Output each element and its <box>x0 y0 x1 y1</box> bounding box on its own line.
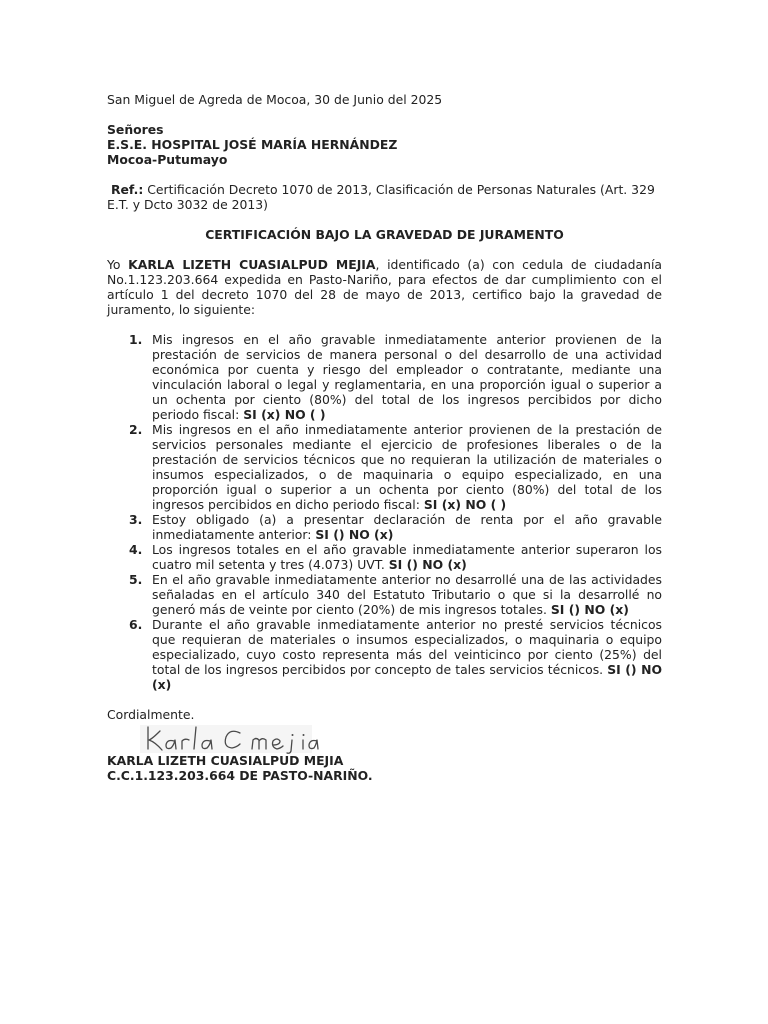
item-number: 6. <box>129 617 143 632</box>
item-number: 4. <box>129 542 143 557</box>
item-number: 1. <box>129 332 143 347</box>
list-item <box>107 572 662 617</box>
item-answer: SI () NO (x) <box>388 557 467 572</box>
list-item <box>107 422 662 512</box>
handwritten-signature <box>107 722 662 754</box>
declaration-list <box>107 332 662 692</box>
place-date: San Miguel de Agreda de Mocoa, 30 de Junio del 2025 <box>107 92 443 107</box>
list-item <box>107 542 662 572</box>
declarant-name: KARLA LIZETH CUASIALPUD MEJIA <box>128 257 376 272</box>
item-number: 2. <box>129 422 143 437</box>
recipient-block <box>107 122 662 167</box>
item-number: 5. <box>129 572 143 587</box>
letter-page <box>107 92 662 783</box>
item-text: Los ingresos totales en el año gravable inmediatamente anterior superaron los cuatro mil setenta y tres (4.073) UVT. <box>152 542 662 572</box>
item-answer: SI (x) NO ( ) <box>423 497 507 512</box>
recipient-city: Mocoa-Putumayo <box>107 152 228 167</box>
reference <box>107 182 662 212</box>
item-answer: SI () NO (x) <box>152 662 662 692</box>
recipient-salutation: Señores <box>107 122 164 137</box>
list-item <box>107 512 662 542</box>
recipient-org: E.S.E. HOSPITAL JOSÉ MARÍA HERNÁNDEZ <box>107 137 398 152</box>
item-text: En el año gravable inmediatamente anterior no desarrollé una de las actividades señaladas en el artículo 340 del Estatuto Tributario o que si la desarrollé no generó más de veinte por ciento (20%) de mis ingresos totales. <box>152 572 662 617</box>
signer-id: C.C.1.123.203.664 DE PASTO-NARIÑO. <box>107 768 373 783</box>
item-text: Mis ingresos en el año gravable inmediatamente anterior provienen de la prestación de servicios de manera personal o del desarrollo de una actividad económica por cuenta y riesgo del empleador o contratante, mediante una vinculación laboral o legal y reglamentaria, en una proporción igual o superior a un ochenta por ciento (80%) del total de los ingresos percibidos por dicho periodo fiscal: <box>152 332 662 422</box>
item-answer: SI (x) NO ( ) <box>243 407 326 422</box>
item-text: Mis ingresos en el año inmediatamente anterior provienen de la prestación de servicios personales mediante el ejercicio de profesiones liberales o de la prestación de servicios técnicos que no requieran la utilización de materiales o insumos especializados, o de maquinaria o equipo especializado, en una proporción igual o superior a un ochenta por ciento (80%) del total de los ingresos percibidos en dicho periodo fiscal: <box>152 422 662 512</box>
list-item <box>107 617 662 692</box>
signer-name: KARLA LIZETH CUASIALPUD MEJIA <box>107 753 344 768</box>
item-text: Durante el año gravable inmediatamente anterior no presté servicios técnicos que requieran de materiales o insumos especializados, o maquinaria o equipo especializado, cuyo costo representa más del veinticinco por ciento (25%) del total de los ingresos percibidos por concepto de tales servicios técnicos. <box>152 617 662 677</box>
closing: Cordialmente. <box>107 707 195 722</box>
reference-text: Certificación Decreto 1070 de 2013, Clasificación de Personas Naturales (Art. 329 E.T. y Dcto 3032 de 2013) <box>107 182 655 212</box>
reference-label: Ref.: <box>110 182 144 197</box>
item-answer: SI () NO (x) <box>315 527 394 542</box>
item-answer: SI () NO (x) <box>550 602 629 617</box>
item-number: 3. <box>129 512 143 527</box>
signature-graphic <box>140 723 320 755</box>
intro-paragraph: Yo KARLA LIZETH CUASIALPUD MEJIA, identificado (a) con cedula de ciudadanía No.1.123.203.664 expedida en Pasto-Nariño, para efectos de dar cumplimiento con el artículo 1 del decreto 1070 del 28 de mayo de 2013, certifico bajo la gravedad de juramento, lo siguiente: <box>107 257 662 317</box>
list-item <box>107 332 662 422</box>
document-title: CERTIFICACIÓN BAJO LA GRAVEDAD DE JURAMENTO <box>205 227 564 242</box>
item-text: Estoy obligado (a) a presentar declaración de renta por el año gravable inmediatamente anterior: <box>152 512 662 542</box>
